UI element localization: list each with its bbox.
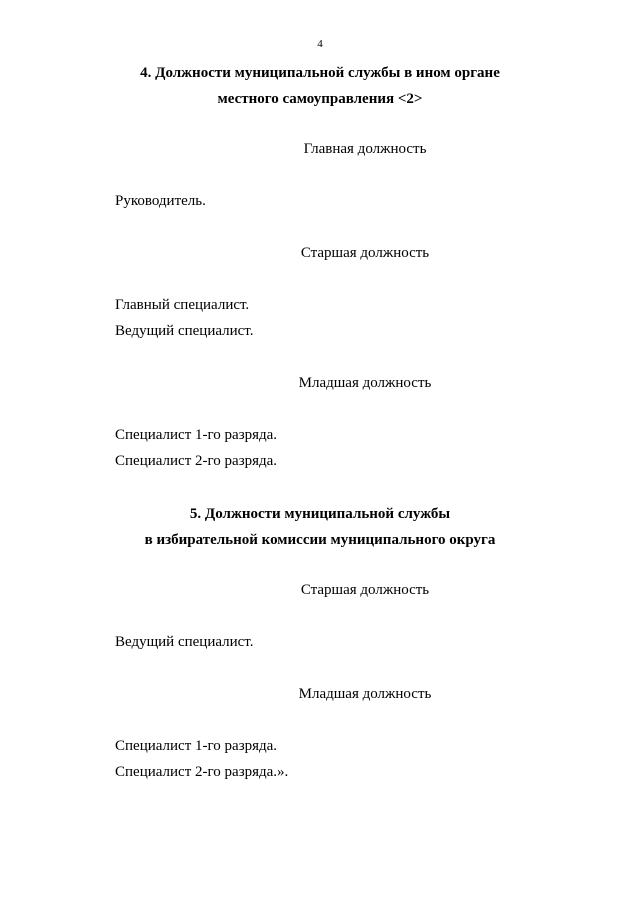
page-number: 4 xyxy=(317,38,323,50)
group-title-senior: Старшая должность xyxy=(300,245,430,261)
group-title-senior: Старшая должность xyxy=(300,582,430,598)
list-item: Ведущий специалист. xyxy=(115,634,254,650)
section-4-heading-line2: местного самоуправления <2> xyxy=(217,91,423,107)
group-title-chief: Главная должность xyxy=(303,141,427,157)
list-item: Специалист 2-го разряда.». xyxy=(115,764,289,780)
list-item: Ведущий специалист. xyxy=(115,323,254,339)
list-item: Руководитель. xyxy=(115,193,206,209)
list-item: Главный специалист. xyxy=(115,297,250,313)
list-item: Специалист 1-го разряда. xyxy=(115,738,278,754)
section-5-heading-line1: 5. Должности муниципальной службы xyxy=(189,506,451,522)
list-item: Специалист 2-го разряда. xyxy=(115,453,278,469)
group-title-junior: Младшая должность xyxy=(298,375,432,391)
section-5-heading-line2: в избирательной комиссии муниципального округа xyxy=(144,532,496,548)
section-4-heading-line1: 4. Должности муниципальной службы в ином органе xyxy=(140,65,500,81)
group-title-junior: Младшая должность xyxy=(298,686,432,702)
list-item: Специалист 1-го разряда. xyxy=(115,427,278,443)
